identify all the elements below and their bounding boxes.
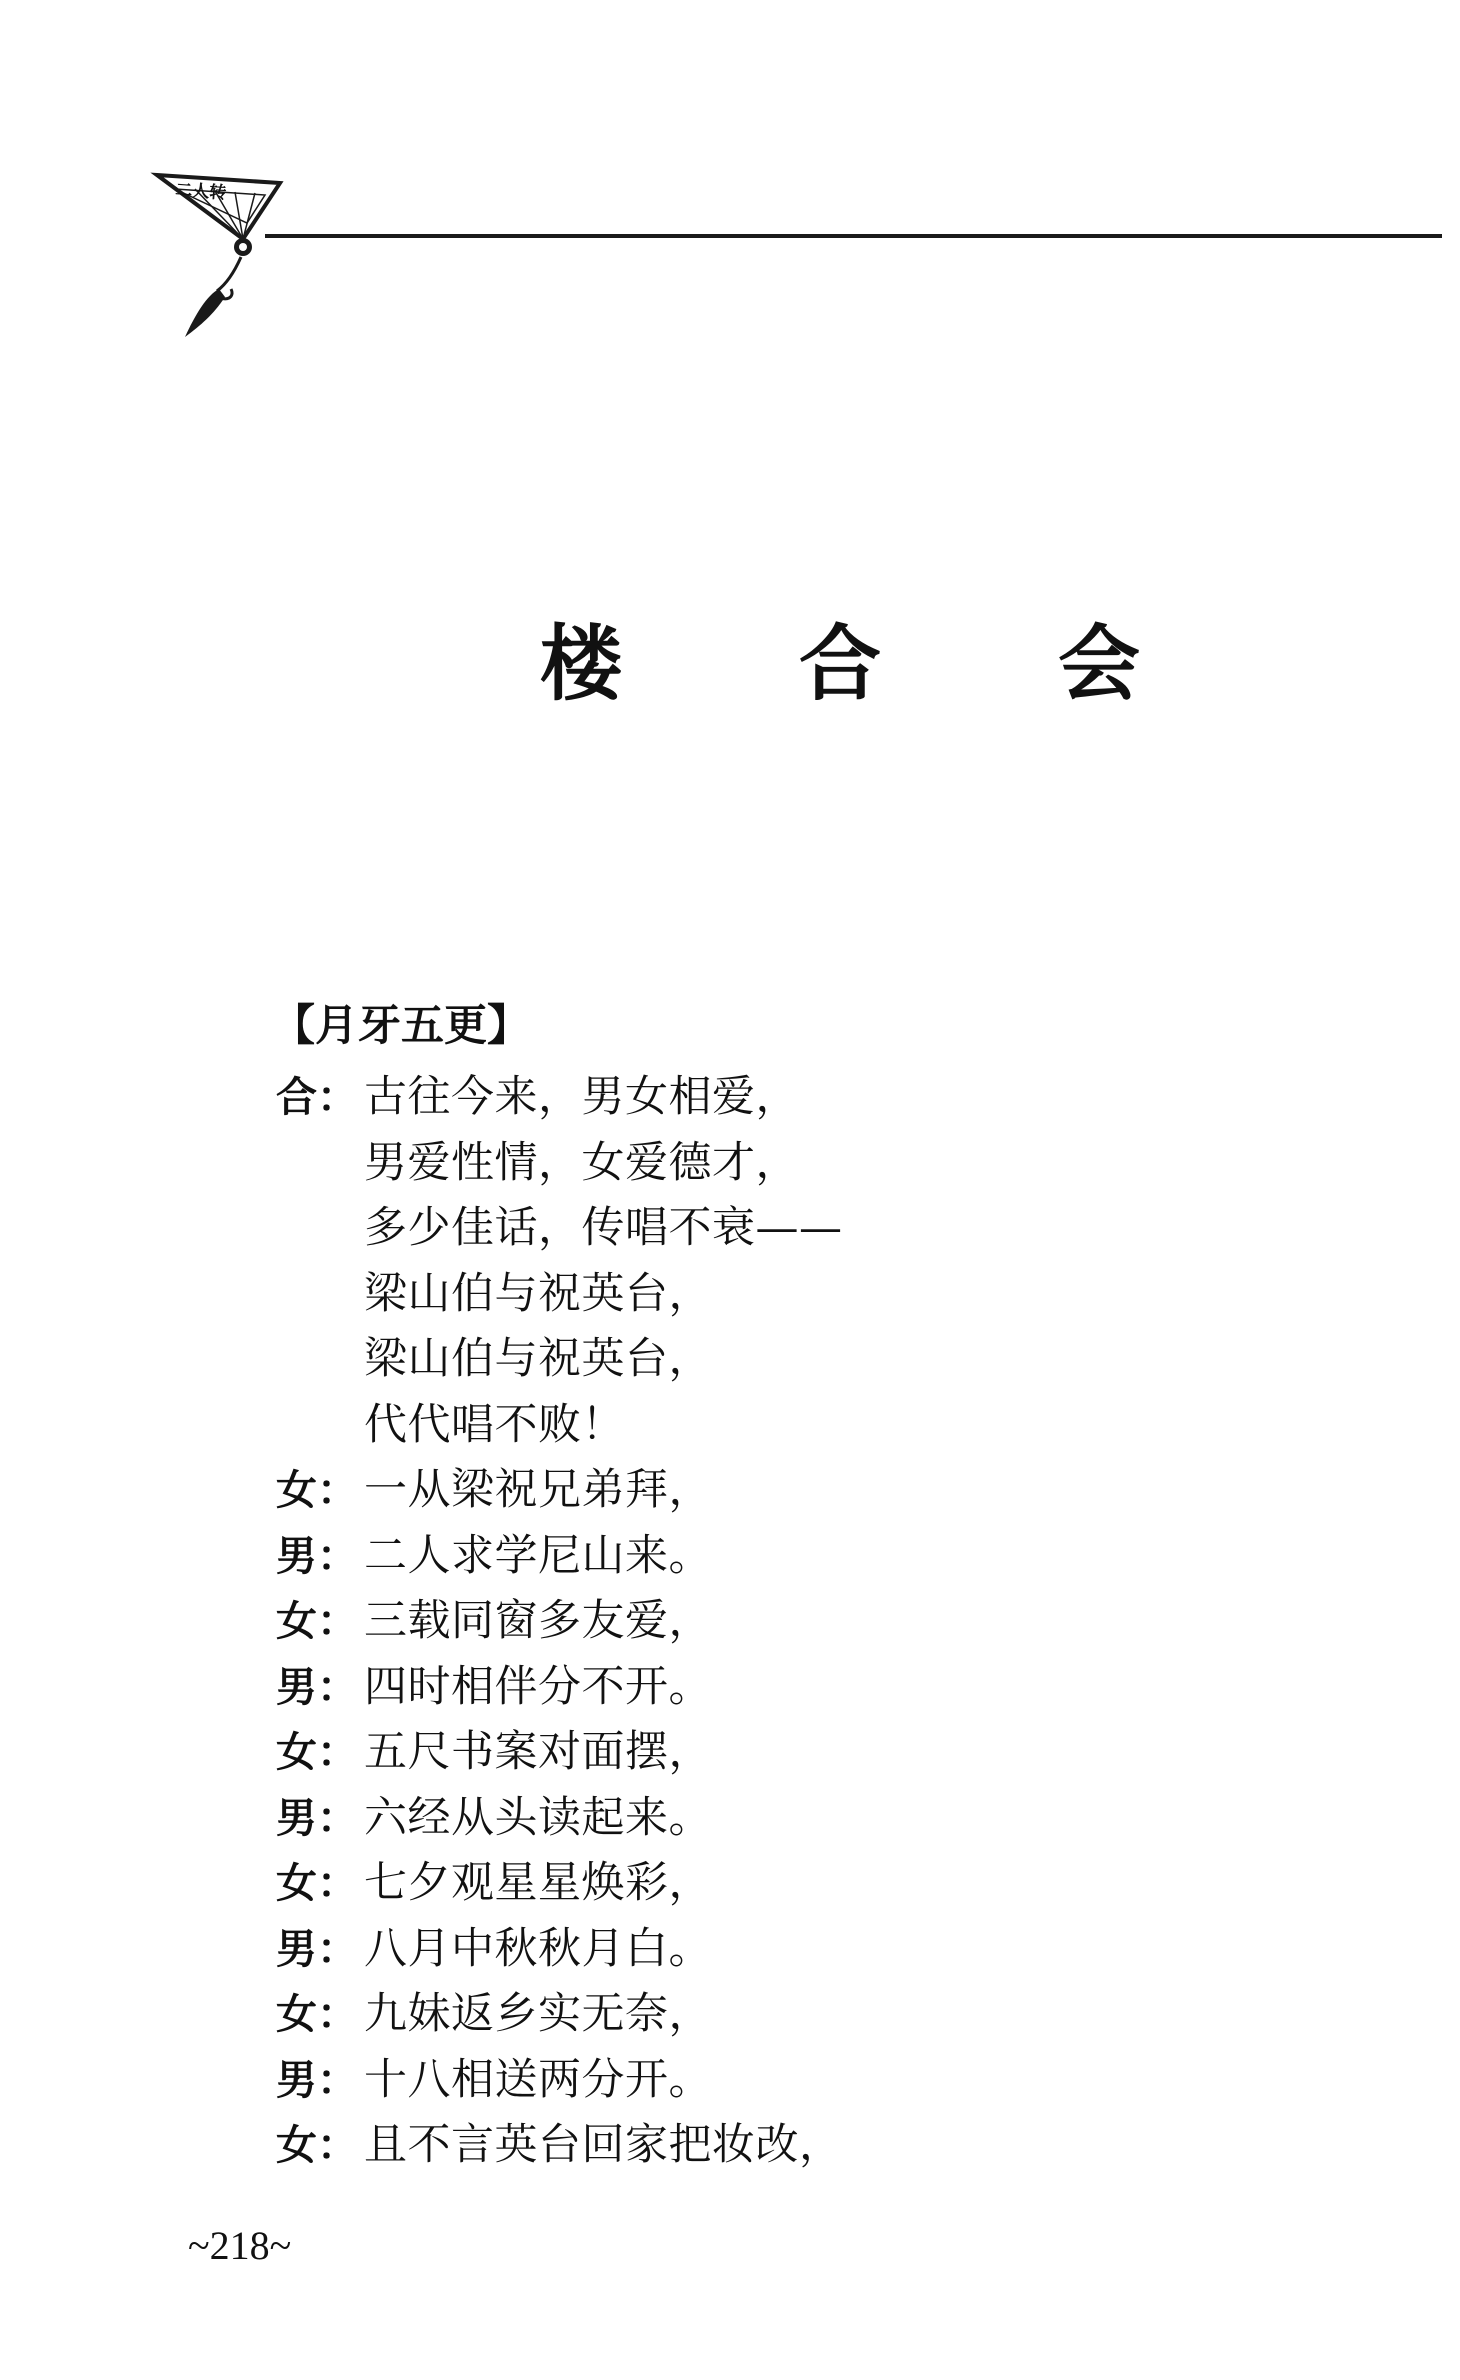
- speaker-label: 男：: [276, 1531, 358, 1580]
- verse-text: 且不言英台回家把妆改，: [364, 2120, 843, 2171]
- verse-text: 九妹返乡实无奈，: [364, 1989, 712, 2040]
- verse-line: [276, 1127, 1176, 1193]
- page-number: ~218~: [188, 2223, 292, 2268]
- verse-text: 古往今来，男女相爱，: [364, 1072, 799, 1123]
- verse-text: 三载同窗多友爱，: [364, 1596, 712, 1647]
- verse-text: 一从梁祝兄弟拜，: [364, 1465, 712, 1516]
- title-char-3: 会: [1057, 617, 1140, 712]
- speaker-label: 女：: [276, 1728, 358, 1777]
- verse-text: 梁山伯与祝英台，: [364, 1334, 712, 1385]
- header-rule: [265, 234, 1442, 238]
- speaker-label: 女：: [276, 1990, 358, 2039]
- verse-line: [276, 1389, 1176, 1455]
- speaker-label: 男：: [276, 1924, 358, 1973]
- speaker-label: 女：: [276, 1859, 358, 1908]
- verse-line: [276, 2044, 1176, 2110]
- verse-line: [276, 1061, 1176, 1127]
- speaker-label: 男：: [276, 1793, 358, 1842]
- verse-line: [276, 1913, 1176, 1979]
- speaker-label: 男：: [276, 2055, 358, 2104]
- verse-text: 代代唱不败！: [364, 1399, 625, 1450]
- verse-text: 男爱性情，女爱德才，: [364, 1137, 799, 1188]
- speaker-label: 男：: [276, 1662, 358, 1711]
- verse-text: 十八相送两分开。: [364, 2054, 712, 2105]
- verse-lines: [276, 1061, 1176, 2175]
- fan-emblem-icon: [115, 165, 295, 345]
- verse-text: 六经从头读起来。: [364, 1792, 712, 1843]
- speaker-label: 合：: [276, 1073, 358, 1122]
- verse-line: [276, 1847, 1176, 1913]
- verse-line: [276, 1192, 1176, 1258]
- verse-text: 八月中秋秋月白。: [364, 1923, 712, 1974]
- verse-line: [276, 1454, 1176, 1520]
- verse-text: 七夕观星星焕彩，: [364, 1858, 712, 1909]
- verse-line: [276, 1716, 1176, 1782]
- verse-text: 五尺书案对面摆，: [364, 1727, 712, 1778]
- verse-line: [276, 1520, 1176, 1586]
- verse-line: [276, 1978, 1176, 2044]
- verse-line: [276, 1651, 1176, 1717]
- verse-text: 二人求学尼山来。: [364, 1530, 712, 1581]
- title-char-1: 楼: [540, 617, 623, 712]
- speaker-label: 女：: [276, 1597, 358, 1646]
- verse-text: 多少佳话，传唱不衰——: [364, 1203, 843, 1254]
- speaker-label: 女：: [276, 1466, 358, 1515]
- page-title: [540, 615, 1140, 715]
- verse-line: [276, 1782, 1176, 1848]
- title-char-2: 合: [798, 617, 881, 712]
- verse-text: 梁山伯与祝英台，: [364, 1268, 712, 1319]
- section-heading: 【月牙五更】: [272, 1001, 530, 1051]
- verse-line: [276, 2109, 1176, 2175]
- speaker-label: 女：: [276, 2121, 358, 2170]
- verse-line: [276, 1323, 1176, 1389]
- verse-line: [276, 1258, 1176, 1324]
- verse-text: 四时相伴分不开。: [364, 1661, 712, 1712]
- verse-line: [276, 1585, 1176, 1651]
- svg-text:二人转: 二人转: [174, 180, 227, 204]
